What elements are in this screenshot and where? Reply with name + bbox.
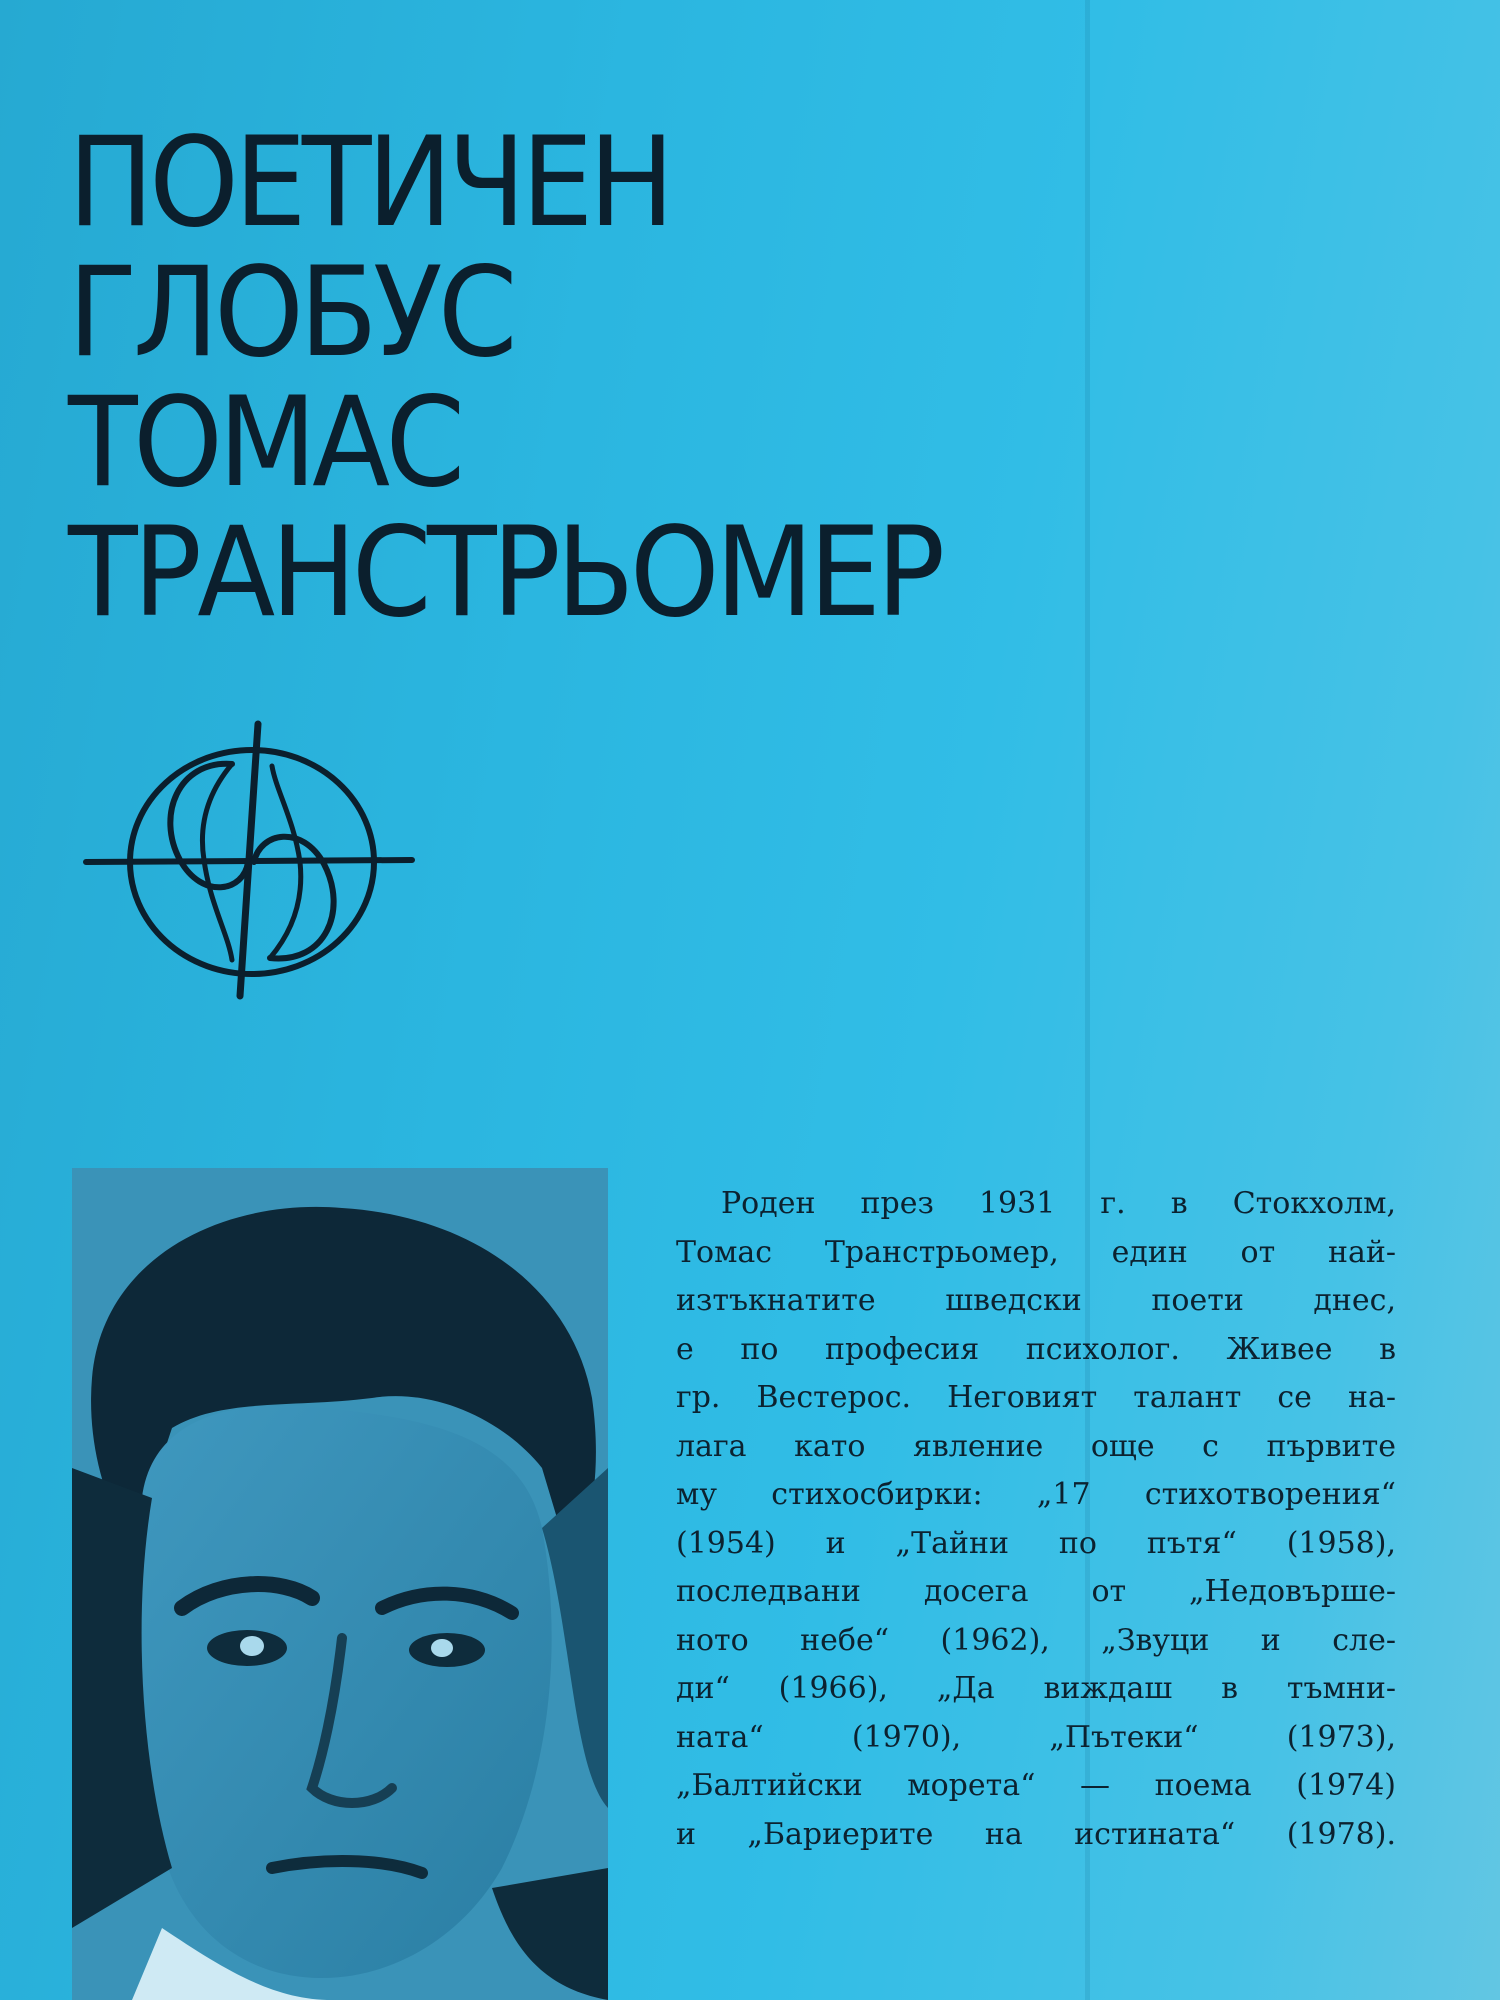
- author-biography: [676, 1180, 1396, 1859]
- globe-phi-icon: [82, 720, 422, 1000]
- bio-line: ди“ (1966), „Да виждаш в тъмни-: [676, 1671, 1396, 1706]
- bio-line: (1954) и „Тайни по пътя“ (1958),: [676, 1525, 1396, 1561]
- author-last-name: ТРАНСТРЬОМЕР: [68, 501, 941, 645]
- bio-line: изтъкнатите шведски поети днес,: [676, 1283, 1396, 1318]
- series-title-line-2: ГЛОБУС: [68, 241, 513, 385]
- bio-line: лага като явление още с първите: [676, 1428, 1396, 1464]
- bio-line: Томас Транстрьомер, един от най-: [676, 1234, 1396, 1270]
- series-and-author-title: [68, 111, 1068, 645]
- bio-line: „Балтийски морета“ — поема (1974): [676, 1768, 1396, 1803]
- bio-line: ното небе“ (1962), „Звуци и сле-: [676, 1622, 1396, 1658]
- bio-line: и „Бариерите на истината“ (1978).: [676, 1816, 1396, 1852]
- bio-line: Роден през 1931 г. в Стокхолм,: [721, 1186, 1396, 1221]
- bio-line: последвани досега от „Недовърше-: [676, 1574, 1396, 1609]
- bio-line: му стихосбирки: „17 стихотворения“: [676, 1477, 1396, 1512]
- bio-line: гр. Вестерос. Неговият талант се на-: [676, 1380, 1396, 1415]
- bio-line: ната“ (1970), „Пътеки“ (1973),: [676, 1719, 1396, 1755]
- bio-line: е по професия психолог. Живее в: [676, 1331, 1396, 1367]
- author-first-name: ТОМАС: [68, 371, 461, 515]
- portrait-illustration: [72, 1168, 608, 2000]
- portrait-photo: [72, 1168, 608, 2000]
- series-title-line-1: ПОЕТИЧЕН: [68, 111, 670, 255]
